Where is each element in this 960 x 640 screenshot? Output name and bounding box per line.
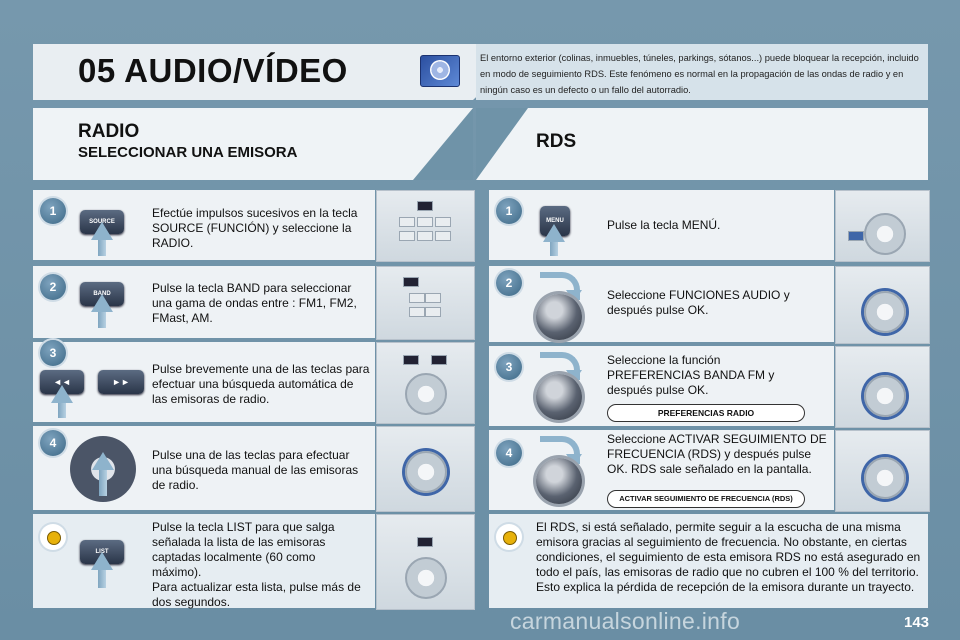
press-arrow-icon [92, 452, 114, 470]
panel-knob [864, 291, 906, 333]
step-number-badge: 2 [40, 274, 66, 300]
panel-key [431, 355, 447, 365]
panel-key [409, 293, 425, 303]
panel-knob [864, 213, 906, 255]
step-number-badge: 1 [496, 198, 522, 224]
panel-key [403, 355, 419, 365]
step-text: Efectúe impulsos sucesivos en la tecla SOURCE (FUNCIÓN) y seleccione la RADIO. [152, 206, 358, 250]
rotary-knob-icon [536, 458, 582, 504]
step-text: Seleccione la función PREFERENCIAS BANDA FM y después pulse OK. [607, 353, 775, 397]
radio-panel-image [376, 426, 475, 512]
panel-knob [864, 375, 906, 417]
step-number-badge: 4 [40, 430, 66, 456]
press-arrow-shaft [58, 403, 66, 418]
radio-panel-image [835, 430, 930, 512]
page-title: 05 AUDIO/VÍDEO [78, 52, 348, 89]
radio-panel-image [376, 266, 475, 340]
radio-panel-image [835, 346, 930, 428]
seek-forward-key-icon: ►► [98, 370, 144, 394]
radio-panel-image [835, 190, 930, 262]
disc-icon [430, 60, 450, 80]
step-number-badge: 3 [40, 340, 66, 366]
tip-icon [496, 524, 522, 550]
panel-key [435, 231, 451, 241]
panel-key [417, 201, 433, 211]
seek-back-key-icon: ◄◄ [40, 370, 84, 394]
press-arrow-icon [91, 222, 113, 240]
menu-key-icon: MENU [540, 206, 570, 236]
page-number: 143 [904, 614, 930, 631]
step-text: Seleccione FUNCIONES AUDIO y después pulse OK. [607, 288, 790, 317]
step-number-badge: 1 [40, 198, 66, 224]
press-arrow-shaft [98, 570, 106, 588]
source-key-icon: SOURCE [80, 210, 124, 234]
press-arrow-shaft [550, 242, 558, 256]
list-key-icon: LIST [80, 540, 124, 564]
sun-icon [503, 531, 517, 545]
press-arrow-shaft [99, 470, 107, 496]
panel-key [417, 231, 433, 241]
panel-key [425, 293, 441, 303]
panel-key [399, 217, 415, 227]
press-arrow-icon [91, 294, 113, 312]
reception-warning: El entorno exterior (colinas, inmuebles, túneles, parkings, sótanos...) puede bloquear la recepción, incluido en modo de seguimiento RDS. Este fenómeno es normal en la propagación de las ondas de radio y en ningún caso es un defecto o un fallo del autorradio. [480, 53, 919, 96]
press-arrow-shaft [98, 240, 106, 256]
panel-knob [405, 373, 447, 415]
step-number-badge: 4 [496, 440, 522, 466]
press-arrow-shaft [98, 312, 106, 328]
panel-key [435, 217, 451, 227]
radio-panel-image [376, 190, 475, 262]
watermark: carmanualsonline.info [510, 608, 741, 634]
radio-panel-image [835, 266, 930, 344]
radio-subtitle: SELECCIONAR UNA EMISORA [78, 144, 298, 161]
panel-key [399, 231, 415, 241]
tip-text: Pulse la tecla LIST para que salga señalada la lista de las emisoras captadas localmente (60 como máximo). Para actualizar esta lista, pulse más de dos segundos. [152, 520, 361, 609]
panel-key [425, 307, 441, 317]
display-menu-label: PREFERENCIAS RADIO [607, 404, 805, 422]
panel-key [848, 231, 864, 241]
band-key-icon: BAND [80, 282, 124, 306]
panel-key [417, 217, 433, 227]
press-arrow-icon [91, 552, 113, 570]
tip-icon [40, 524, 66, 550]
radio-title: RADIO [78, 121, 140, 142]
panel-key [409, 307, 425, 317]
tip-text: El RDS, si está señalado, permite seguir a la escucha de una misma emisora gracias al seguimiento de frecuencia. No obstante, en ciertas condiciones, el seguimiento de esta emisora RDS no está asegurado en todo el país, las emisoras de radio que no cubren el 100 % del territorio. Esto explica la pérdida de recepción de la emisora durante un trayecto. [536, 520, 921, 594]
step-text: Seleccione ACTIVAR SEGUIMIENTO DE FRECUENCIA (RDS) y después pulse OK. RDS sale señalado en la pantalla. [607, 432, 827, 476]
step-text: Pulse una de las teclas para efectuar una búsqueda manual de las emisoras de radio. [152, 448, 359, 492]
panel-knob [405, 557, 447, 599]
panel-knob [405, 451, 447, 493]
step-text: Pulse la tecla MENÚ. [607, 218, 721, 232]
press-arrow-icon [543, 224, 565, 242]
sun-icon [47, 531, 61, 545]
panel-key [417, 537, 433, 547]
press-arrow-icon [51, 385, 73, 403]
rds-title: RDS [536, 131, 577, 152]
display-menu-label: ACTIVAR SEGUIMIENTO DE FRECUENCIA (RDS) [607, 490, 805, 508]
step-text: Pulse brevemente una de las teclas para efectuar una búsqueda automática de las emisoras de radio. [152, 362, 370, 406]
panel-key [403, 277, 419, 287]
rotary-knob-icon [536, 374, 582, 420]
panel-knob [864, 457, 906, 499]
rotary-knob-icon [536, 294, 582, 340]
step-number-badge: 2 [496, 270, 522, 296]
radio-panel-image [376, 342, 475, 424]
step-number-badge: 3 [496, 354, 522, 380]
radio-panel-image [376, 514, 475, 610]
step-text: Pulse la tecla BAND para seleccionar una gama de ondas entre : FM1, FM2, FMast, AM. [152, 281, 357, 325]
